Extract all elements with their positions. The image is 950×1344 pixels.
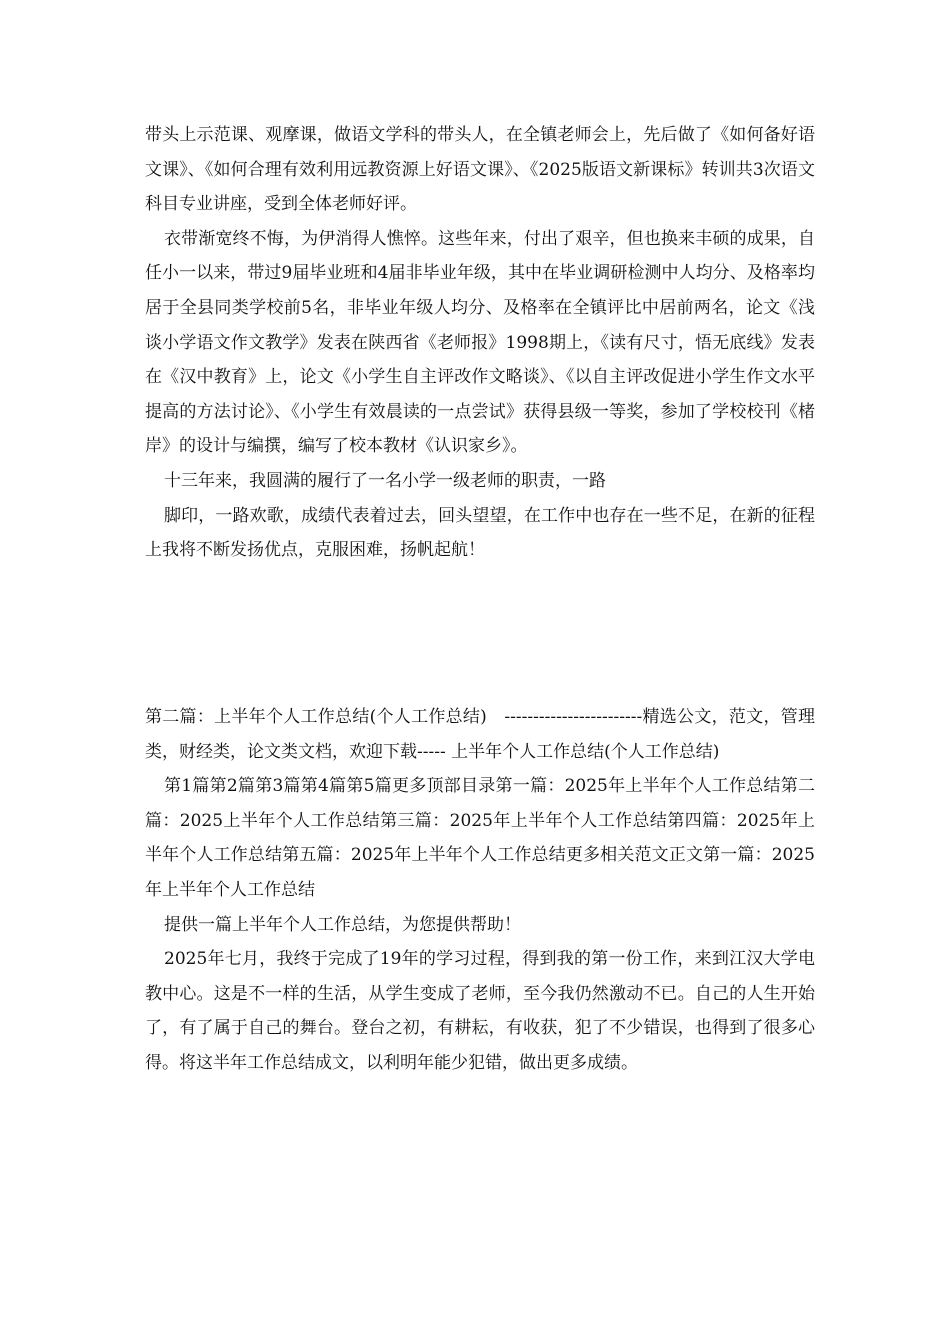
paragraph: 十三年来，我圆满的履行了一名小学一级老师的职责，一路: [164, 470, 606, 491]
paragraph: 衣带渐宽终不悔，为伊消得人憔悴。这些年来，付出了艰辛，但也换来丰硕的成果，自任小一以来，带过9届毕业班和4届非毕业年级，其中在毕业调研检测中人均分、及格率均居于全县同类学校前5名，非毕业年级人均分、及格率在全镇评比中居前两名，论文《浅谈小学语文作文教学》发表在陕西省《老师报》1998期上，《读有尺寸，悟无底线》发表在《汉中教育》上，论文《小学生自主评改作文略谈》、《以自主评改促进小学生作文水平提高的方法讨论》、《小学生有效晨读的一点尝试》获得县级一等奖，参加了学校校刊《楮岸》的设计与编撰，编写了校本教材《认识家乡》。: [145, 228, 815, 457]
section-one: [145, 118, 815, 568]
paragraph: 脚印，一路欢歌，成绩代表着过去，回头望望，在工作中也存在一些不足，在新的征程上我将不断发扬优点，克服困难，扬帆起航！: [145, 505, 815, 561]
section-heading-paragraph: 第二篇：上半年个人工作总结(个人工作总结) ------------------------精选公文，范文，管理类，财经类，论文类文档，欢迎下载----- 上半年个人工作总结(个人工作总结): [145, 707, 815, 762]
paragraph: 带头上示范课、观摩课，做语文学科的带头人，在全镇老师会上，先后做了《如何备好语文课》、《如何合理有效利用远教资源上好语文课》、《2025版语文新课标》转训共3次语文科目专业讲座，受到全体老师好评。: [145, 125, 815, 215]
section-two: [145, 700, 815, 1081]
paragraph: 第1篇第2篇第3篇第4篇第5篇更多顶部目录第一篇：2025年上半年个人工作总结第二篇：2025上半年个人工作总结第三篇：2025年上半年个人工作总结第四篇：2025年上半年个人工作总结第五篇：2025年上半年个人工作总结更多相关范文正文第一篇：2025年上半年个人工作总结: [145, 776, 815, 900]
paragraph: 提供一篇上半年个人工作总结，为您提供帮助！: [164, 914, 521, 935]
paragraph: 2025年七月，我终于完成了19年的学习过程，得到我的第一份工作，来到江汉大学电教中心。这是不一样的生活，从学生变成了老师，至今我仍然激动不已。自己的人生开始了，有了属于自己的舞台。登台之初，有耕耘，有收获，犯了不少错误，也得到了很多心得。将这半年工作总结成文，以利明年能少犯错，做出更多成绩。: [145, 949, 815, 1073]
